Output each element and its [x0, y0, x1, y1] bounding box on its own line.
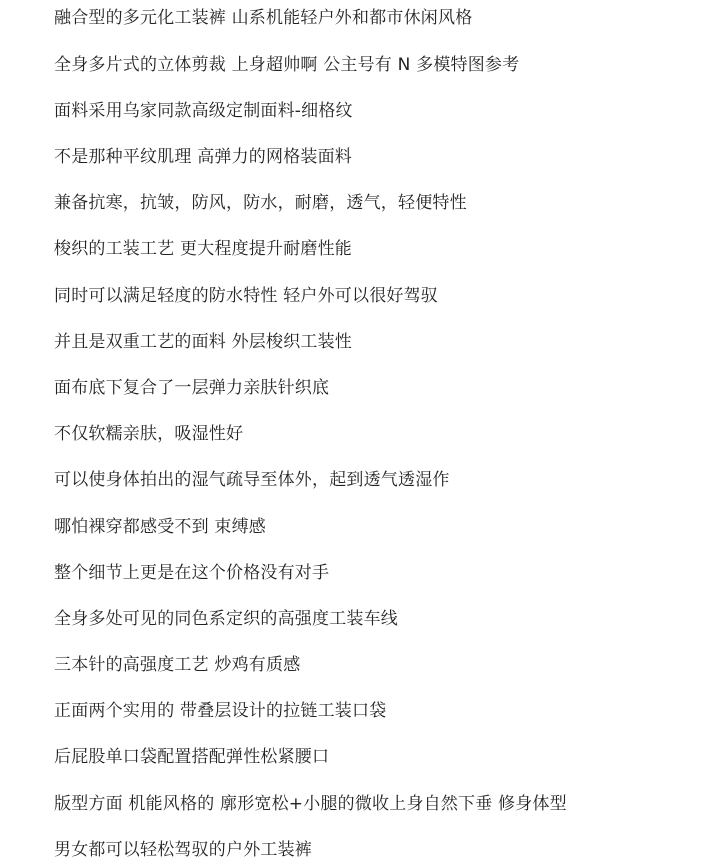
text-line-13: 整个细节上更是在这个价格没有对手 — [54, 563, 330, 583]
text-line-8: 并且是双重工艺的面料 外层梭织工装性 — [54, 332, 353, 352]
text-line-9: 面布底下复合了一层弹力亲肤针织底 — [54, 378, 330, 398]
text-line-18: 版型方面 机能风格的 廓形宽松+小腿的微收上身自然下垂 修身体型 — [54, 794, 567, 814]
text-line-4: 不是那种平纹肌理 高弹力的网格装面料 — [54, 147, 353, 167]
text-line-11: 可以使身体拍出的湿气疏导至体外，起到透气透湿作 — [54, 470, 450, 490]
text-line-6: 梭织的工装工艺 更大程度提升耐磨性能 — [54, 239, 353, 259]
text-line-3: 面料采用乌家同款高级定制面料-细格纹 — [54, 101, 353, 121]
text-line-17: 后屁股单口袋配置搭配弹性松紧腰口 — [54, 747, 330, 767]
text-line-16: 正面两个实用的 带叠层设计的拉链工装口袋 — [54, 701, 387, 721]
text-line-12: 哪怕裸穿都感受不到 束缚感 — [54, 517, 267, 537]
text-line-15: 三本针的高强度工艺 炒鸡有质感 — [54, 655, 301, 675]
text-line-2: 全身多片式的立体剪裁 上身超帅啊 公主号有 N 多模特图参考 — [54, 55, 520, 75]
text-line-19: 男女都可以轻松驾驭的户外工装裤 — [54, 840, 312, 860]
text-line-5: 兼备抗寒，抗皱，防风，防水，耐磨，透气，轻便特性 — [54, 193, 467, 213]
text-line-7: 同时可以满足轻度的防水特性 轻户外可以很好驾驭 — [54, 286, 439, 306]
text-line-1: 融合型的多元化工装裤 山系机能轻户外和都市休闲风格 — [54, 8, 473, 28]
text-line-10: 不仅软糯亲肤，吸湿性好 — [54, 424, 244, 444]
text-line-14: 全身多处可见的同色系定织的高强度工装车线 — [54, 609, 398, 629]
